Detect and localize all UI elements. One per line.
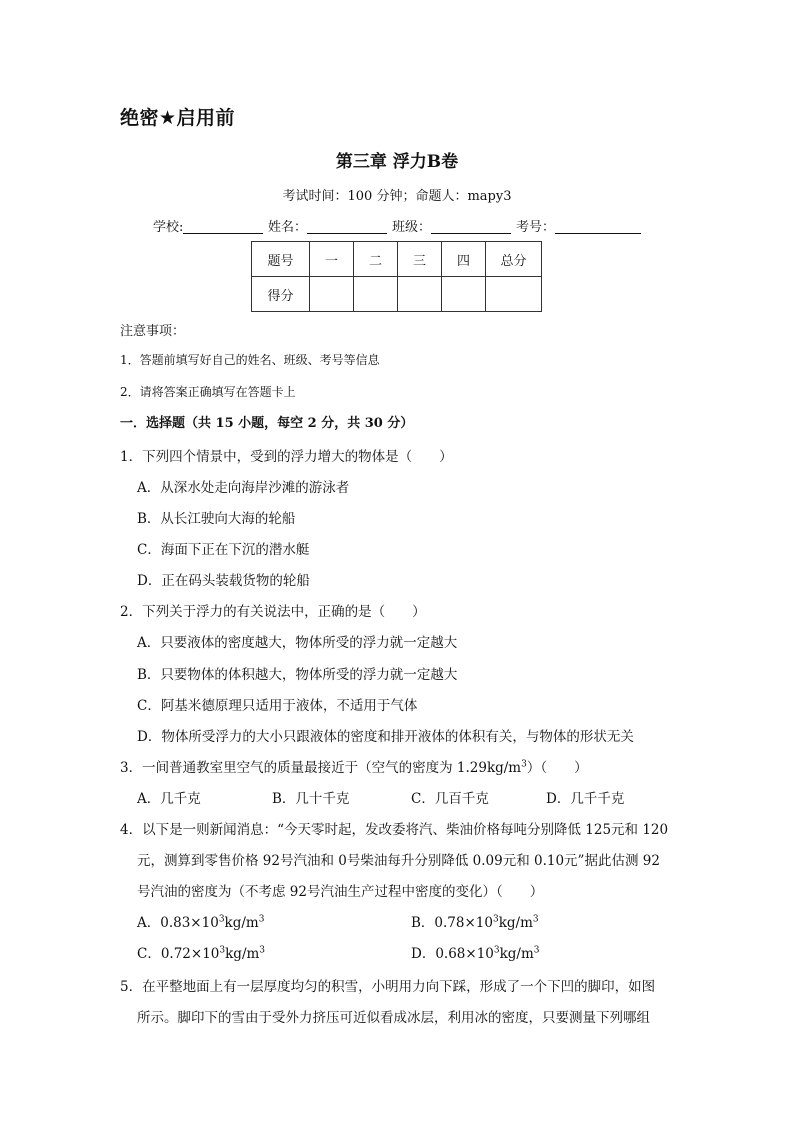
question-3-option-b: B．几十千克 [272,791,350,807]
question-4-option-c [137,942,265,962]
question-4-option-a [137,911,264,931]
superscript: 3 [218,914,225,925]
option-text: A．0.83×10 [137,915,219,931]
score-cell [398,277,442,312]
question-4-option-d [411,942,540,962]
score-cell [354,277,398,312]
question-1-option-d: D．正在码头装载货物的轮船 [137,573,310,589]
table-cell: 四 [442,242,486,277]
confidential-header: 绝密★启用前 [120,107,236,129]
question-3-stem [120,756,588,776]
score-cell [310,277,354,312]
table-cell: 总分 [486,242,542,277]
name-field [268,216,387,235]
school-blank [183,219,263,234]
option-text: B．0.78×10 [411,915,493,931]
table-cell: 二 [354,242,398,277]
score-cell [486,277,542,312]
section-heading: 一．选择题（共 15 小题，每空 2 分，共 30 分） [120,416,414,431]
unit-text: kg/m [498,915,533,931]
superscript: 3 [259,945,266,956]
notes-heading: 注意事项： [120,324,186,339]
unit-text: kg/m [225,946,260,962]
unit-text: kg/m [224,915,259,931]
question-3-stem-text: 3．一间普通教室里空气的质量最接近于（空气的密度为 1.29kg/m [120,760,522,776]
exam-no-field [516,216,641,235]
superscript: 3 [492,914,499,925]
superscript: 3 [219,945,226,956]
score-table-score-row [252,277,542,312]
question-3-option-c: C．几百千克 [411,791,489,807]
exam-no-blank [555,219,641,234]
superscript: 3 [521,759,527,770]
question-5-line: 5．在平整地面上有一层厚度均匀的积雪，小明用力向下踩，形成了一个下凹的脚印，如图 [120,979,656,995]
score-cell [442,277,486,312]
table-cell: 题号 [252,242,310,277]
question-2-option-d: D．物体所受浮力的大小只跟液体的密度和排开液体的体积有关，与物体的形状无关 [137,729,634,745]
question-1-stem: 1．下列四个情景中，受到的浮力增大的物体是（ ） [120,449,453,465]
superscript: 3 [493,945,500,956]
question-5-line: 所示。脚印下的雪由于受外力挤压可近似看成冰层，利用冰的密度，只要测量下列哪组 [137,1010,650,1026]
question-1-option-a: A．从深水处走向海岸沙滩的游泳者 [137,480,350,496]
question-2-option-b: B．只要物体的体积越大，物体所受的浮力就一定越大 [137,667,458,683]
option-text: D．0.68×10 [411,946,494,962]
superscript: 3 [258,914,265,925]
name-label: 姓名： [268,220,308,235]
note-item: 2．请将答案正确填写在答题卡上 [120,385,296,399]
question-3-option-a: A．几千克 [137,791,201,807]
superscript: 3 [532,914,539,925]
class-field [392,216,511,235]
score-table [251,241,542,312]
table-cell: 三 [398,242,442,277]
table-cell: 一 [310,242,354,277]
question-2-stem: 2．下列关于浮力的有关说法中，正确的是（ ） [120,604,426,620]
class-blank [431,219,511,234]
exam-no-label: 考号： [516,220,556,235]
class-label: 班级： [392,220,432,235]
question-4-line: 元，测算到零售价格 92号汽油和 0号柴油每升分别降低 0.09元和 0.10元”据此估测 92 [137,853,660,869]
question-2-option-a: A．只要液体的密度越大，物体所受的浮力就一定越大 [137,635,458,651]
school-label: 学校: [153,220,184,235]
question-2-option-c: C．阿基米德原理只适用于液体，不适用于气体 [137,698,418,714]
question-4-option-b [411,911,539,931]
score-table-header-row [252,242,542,277]
note-item: 1．答题前填写好自己的姓名、班级、考号等信息 [120,353,380,367]
question-1-option-b: B．从长江驶向大海的轮船 [137,511,296,527]
unit-text: kg/m [499,946,534,962]
option-text: C．0.72×10 [137,946,220,962]
table-cell: 得分 [252,277,310,312]
question-3-stem-end: ）（ ） [526,760,588,776]
exam-subtitle: 考试时间：100 分钟；命题人：mapy3 [282,189,512,204]
question-4-line: 号汽油的密度为（不考虑 92号汽油生产过程中密度的变化）（ ） [137,884,544,900]
question-3-option-d: D．几千千克 [546,791,625,807]
superscript: 3 [533,945,540,956]
question-4-line: 4．以下是一则新闻消息：“今天零时起，发改委将汽、柴油价格每吨分别降低 125元和 120 [120,822,669,838]
page-title: 第三章 浮力B卷 [335,152,459,172]
name-blank [307,219,387,234]
school-field [153,216,263,235]
question-1-option-c: C．海面下正在下沉的潜水艇 [137,542,310,558]
